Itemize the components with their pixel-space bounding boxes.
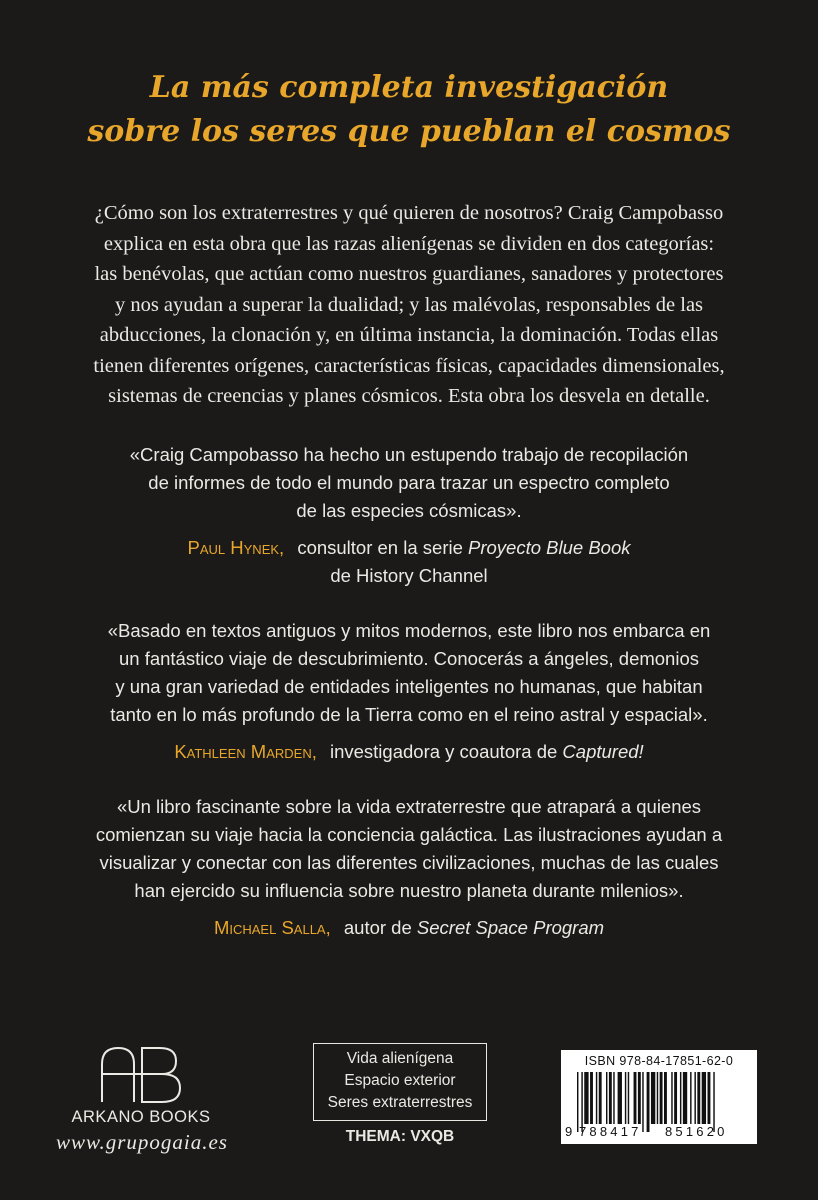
barcode-bar: [647, 1072, 650, 1132]
ean-group-2: 851620: [665, 1124, 728, 1139]
quote-text: [0, 617, 818, 729]
barcode-bar: [680, 1072, 681, 1124]
barcode-bar: [683, 1072, 687, 1124]
quote-line: «Craig Campobasso ha hecho un estupendo trabajo de recopilación: [129, 444, 689, 465]
barcode-bar: [596, 1072, 597, 1124]
ean-first-digit: 9: [565, 1124, 573, 1139]
testimonial-salla: [0, 793, 818, 942]
tagline-line-1: La más completa investigación: [149, 70, 669, 105]
isbn-label: ISBN 978-84-17851-62-0: [584, 1054, 734, 1068]
synopsis-line: explica en esta obra que las razas alienígenas se dividen en dos categorías:: [103, 232, 715, 255]
quote-line: de informes de todo el mundo para trazar un espectro completo: [148, 472, 670, 493]
synopsis-line: sistemas de creencias y planes cósmicos. Esta obra los desvela en detalle.: [108, 385, 710, 407]
barcode-bar: [674, 1072, 677, 1124]
barcode-bar: [628, 1072, 629, 1124]
quote-work-title: Secret Space Program: [416, 917, 605, 938]
barcode-bar: [671, 1072, 672, 1124]
synopsis: [62, 198, 756, 412]
subject-item: Seres extraterrestres: [327, 1094, 473, 1111]
quote-role: autor de: [343, 917, 412, 938]
barcode-bar: [613, 1072, 614, 1124]
isbn-barcode: [561, 1050, 757, 1144]
barcode-bar: [664, 1072, 667, 1124]
publisher-logo: [56, 1044, 226, 1155]
barcode-bar: [581, 1072, 582, 1132]
barcode-bar: [651, 1072, 655, 1124]
tagline: [0, 66, 818, 154]
subject-box: [313, 1043, 487, 1121]
quote-line: visualizar y conectar con las diferentes civilizaciones, muchas de las cuales: [99, 852, 719, 873]
quote-line: un fantástico viaje de descubrimiento. Conocerás a ángeles, demonios: [118, 648, 699, 669]
synopsis-line: ¿Cómo son los extraterrestres y qué quieren de nosotros? Craig Campobasso: [94, 202, 724, 224]
ab-monogram-icon: [96, 1044, 186, 1104]
barcode-bar: [625, 1072, 626, 1124]
quote-work-title: Captured!: [562, 741, 644, 762]
quote-attribution: [0, 914, 818, 942]
subject-item: Espacio exterior: [344, 1072, 456, 1089]
barcode-bar: [708, 1072, 711, 1124]
barcode-bar: [702, 1072, 706, 1124]
quote-line: comienzan su viaje hacia la conciencia galáctica. Las ilustraciones ayudan a: [95, 824, 723, 845]
ean-group-1: 788417: [579, 1124, 642, 1139]
quote-line: «Basado en textos antiguos y mitos modernos, este libro nos embarca en: [107, 620, 711, 641]
quote-line: «Un libro fascinante sobre la vida extraterrestre que atrapará a quienes: [116, 796, 702, 817]
quote-role: investigadora y coautora de: [329, 741, 558, 762]
barcode-bar: [584, 1072, 588, 1124]
publisher-name: ARKANO BOOKS: [71, 1108, 211, 1126]
quote-line: han ejercido su influencia sobre nuestro planeta durante milenios».: [134, 880, 684, 901]
quote-line: tanto en lo más profundo de la Tierra como en el reino astral y espacial».: [110, 704, 708, 725]
barcode-bar: [713, 1072, 714, 1132]
synopsis-line: las benévolas, que actúan como nuestros guardianes, sanadores y protectores: [94, 263, 724, 285]
synopsis-line: abducciones, la clonación y, en última instancia, la dominación. Todas ellas: [99, 324, 719, 346]
quote-text: [0, 441, 818, 525]
barcode-bar: [577, 1072, 578, 1132]
quote-author: Michael Salla,: [213, 917, 331, 938]
subject-item: Vida alienígena: [346, 1050, 454, 1067]
synopsis-line: y nos ayudan a superar la dualidad; y las malévolas, responsables de las: [114, 293, 704, 316]
tagline-line-2: sobre los seres que pueblan el cosmos: [87, 114, 731, 149]
quote-role: consultor en la serie: [297, 537, 463, 558]
barcode-bar: [606, 1072, 607, 1124]
barcode-bar: [634, 1072, 637, 1124]
quote-author: Kathleen Marden,: [174, 741, 317, 762]
barcode-bar: [638, 1072, 641, 1124]
quote-line: de las especies cósmicas».: [296, 500, 522, 521]
barcode-bar: [618, 1072, 622, 1124]
quote-attribution: [0, 738, 818, 766]
quote-text: [0, 793, 818, 905]
barcode-bar: [599, 1072, 602, 1124]
barcode-bar: [690, 1072, 691, 1124]
barcode-bar: [697, 1072, 700, 1124]
barcode-bar: [609, 1072, 612, 1124]
barcode-bar: [660, 1072, 663, 1124]
barcode-bar: [657, 1072, 658, 1124]
synopsis-line: tienen diferentes orígenes, características físicas, capacidades dimensionales,: [93, 354, 725, 377]
barcode-bar: [642, 1072, 643, 1132]
thema-code: THEMA: VXQB: [345, 1128, 455, 1145]
barcode-bar: [590, 1072, 593, 1124]
publisher-website: www.grupogaia.es: [56, 1130, 228, 1154]
quote-role-suffix: de History Channel: [330, 565, 488, 586]
barcode-bar: [694, 1072, 695, 1124]
testimonial-marden: [0, 617, 818, 766]
quote-line: y una gran variedad de entidades inteligentes no humanas, que habitan: [115, 676, 703, 697]
testimonial-hynek: [0, 441, 818, 590]
quote-author: Paul Hynek,: [187, 537, 285, 558]
quote-work-title: Proyecto Blue Book: [468, 537, 631, 558]
quote-attribution: [0, 534, 818, 590]
